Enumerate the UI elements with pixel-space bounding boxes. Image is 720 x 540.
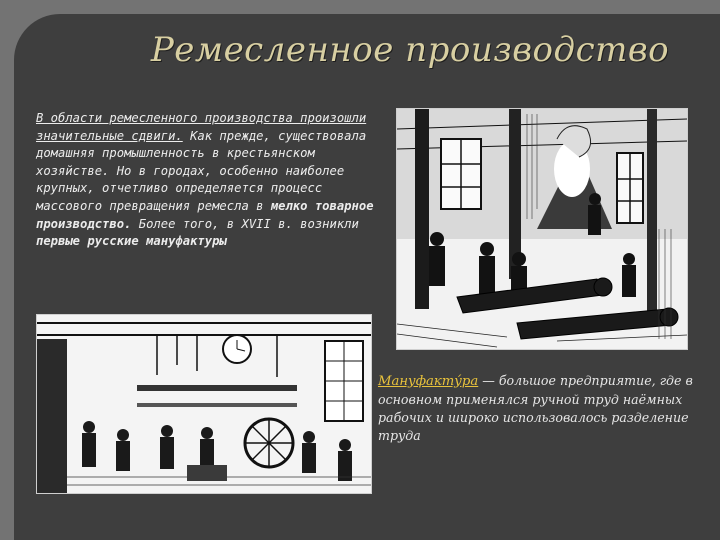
slide-title: Ремесленное производство: [150, 30, 670, 70]
definition-text: — большое предприятие, где в основном применялся ручной труд наёмных рабочих и широко использовалось разделение труда: [378, 373, 693, 443]
main-paragraph: [36, 110, 390, 251]
emphasis-small-commodity: мелко товарное производство.: [36, 198, 374, 231]
foundry-illustration: [396, 108, 688, 350]
workshop-engraving: [36, 314, 372, 494]
paragraph-text-1: Как прежде, существовала домашняя промышленность в крестьянском хозяйстве. Но в городах, особенно наиболее крупных, отчетливо определяется процесс массового превращения ремесла в: [36, 128, 367, 213]
paragraph-text-2: Более того, в XVII в. возникли: [131, 216, 359, 231]
intro-underlined-text: В области ремесленного производства произошли значительные сдвиги.: [36, 111, 367, 143]
manufactory-definition: [378, 372, 696, 445]
definition-term: Мануфакту́ра: [378, 374, 479, 389]
emphasis-first-manufactories: первые русские мануфактуры: [36, 234, 227, 249]
